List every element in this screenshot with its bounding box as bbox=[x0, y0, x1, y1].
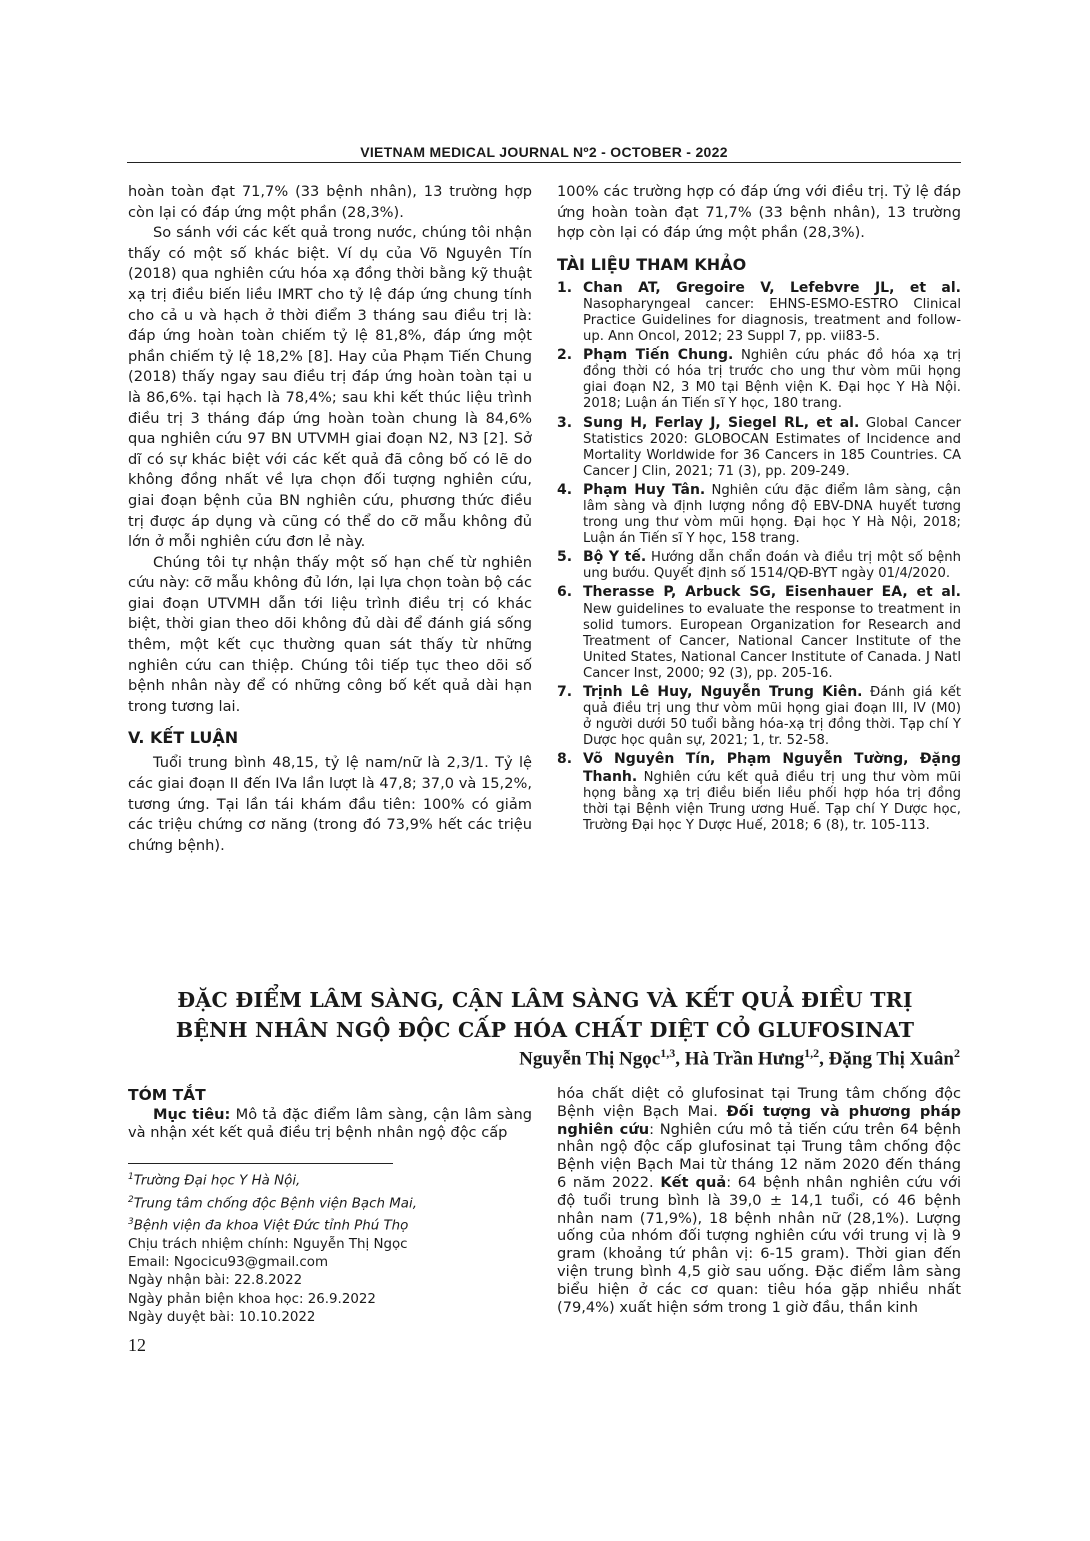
article-title bbox=[130, 985, 960, 1045]
abstract-label: Đối tượng và phương pháp nghiên cứu bbox=[557, 1102, 961, 1138]
reference-item bbox=[557, 684, 961, 749]
reference-authors: Trịnh Lê Huy, Nguyễn Trung Kiên. bbox=[583, 684, 863, 701]
paragraph: Tuổi trung bình 48,15, tỷ lệ nam/nữ là 2,3/1. Tỷ lệ các giai đoạn II đến IVa lần lượt là 47,8; 37,0 và 15,2%, tương ứng. Tại lần tái khám đầu tiên: 100% có giảm các triệu chứng cơ năng (trong đó 73,9% hết các triệu chứng bệnh). bbox=[128, 754, 532, 854]
reference-item bbox=[557, 415, 961, 480]
abstract-text: hóa chất diệt cỏ glufosinat tại Trung tâm chống độc Bệnh viện Bạch Mai. bbox=[557, 1085, 961, 1120]
reference-text: New guidelines to evaluate the response to treatment in solid tumors. European Organization for Research and Treatment of Cancer, National Cancer Institute of the United States, National Cancer Institute of Canada. J Natl Cancer Inst, 2000; 92 (3), pp. 205-16. bbox=[583, 601, 961, 681]
reference-item bbox=[557, 280, 961, 345]
abstract-text: Mô tả đặc điểm lâm sàng, cận lâm sàng và nhận xét kết quả điều trị bệnh nhân ngộ độc cấp bbox=[128, 1106, 532, 1141]
footnotes bbox=[128, 1168, 532, 1327]
abstract-heading: TÓM TẮT bbox=[128, 1086, 206, 1104]
accepted-date: Ngày duyệt bài: 10.10.2022 bbox=[128, 1309, 316, 1325]
author-name: Nguyễn Thị Ngọc bbox=[519, 1048, 661, 1070]
left-column bbox=[128, 182, 532, 856]
reference-text: Global Cancer Statistics 2020: GLOBOCAN Estimates of Incidence and Mortality Worldwide for 36 Cancers in 185 Countries. CA Cancer J Clin, 2021; 71 (3), pp. 209-249. bbox=[583, 415, 961, 479]
reviewed-date: Ngày phản biện khoa học: 26.9.2022 bbox=[128, 1291, 376, 1307]
paragraph: hoàn toàn đạt 71,7% (33 bệnh nhân), 13 trường hợp còn lại có đáp ứng một phần (28,3%). bbox=[128, 183, 532, 221]
header-rule bbox=[127, 162, 961, 163]
reference-text: Nghiên cứu phác đồ hóa xạ trị đồng thời có hóa trị trước cho ung thư vòm mũi họng giai đoạn N2, 3 M0 tại Bệnh viện K. Đại học Y Hà Nội. 2018; Luận án Tiến sĩ Y học, 180 trang. bbox=[583, 348, 961, 412]
email: Email: Ngocicu93@gmail.com bbox=[128, 1255, 329, 1271]
reference-authors: Phạm Huy Tân. bbox=[583, 481, 706, 498]
reference-text: Nghiên cứu đặc điểm lâm sàng, cận lâm sàng và định lượng nồng độ EBV-DNA huyết tương trong ung thư vòm mũi họng. Đại học Y Hà Nội, 2018; Luận án Tiến sĩ Y học, 158 trang. bbox=[583, 482, 961, 547]
reference-number: 7. bbox=[557, 684, 573, 701]
paragraph: So sánh với các kết quả trong nước, chúng tôi nhận thấy có một số khác biệt. Ví dụ của Võ Nguyên Tín (2018) qua nghiên cứu hóa xạ đồng thời bằng kỹ thuật xạ trị điều biến liều IMRT cho tỷ lệ đáp ứng chung tính cho cả u và hạch ở thời điểm 3 tháng sau điều trị là: đáp ứng hoàn toàn chiếm tỷ lệ 81,8%, đáp ứng một phần chiếm tỷ lệ 18,2% [8]. Hay của Phạm Tiến Chung (2018) thấy ngay sau điều trị đáp ứng hoàn toàn tại u là 86,6%. tại hạch là 78,4%; sau khi kết thúc liệu trình điều trị 3 tháng đáp ứng hoàn toàn chung là 84,6% qua nghiên cứu 97 BN UTVMH giai đoạn N2, N3 [2]. Sở dĩ có sự khác biệt với các kết quả đã công bố có lẽ do không đồng nhất về lựa chọn đối tượng nghiên cứu, giai đoạn bệnh của BN nghiên cứu, phương thức điều trị được áp dụng và cũng có thể do cỡ mẫu không đủ lớn ở mỗi nghiên cứu đơn lẻ này. bbox=[128, 224, 532, 551]
reference-text: Đánh giá kết quả điều trị ung thư vòm mũi họng giai đoạn III, IV (M0) ở người dưới 50 tuổi bằng hóa-xạ trị đồng thời. Tạp chí Y Dược học quân sự, 2021; 1, tr. 52-58. bbox=[583, 685, 961, 749]
running-header: VIETNAM MEDICAL JOURNAL Nº2 - OCTOBER - 2022 bbox=[360, 144, 728, 160]
reference-number: 5. bbox=[557, 549, 573, 566]
reference-authors: Therasse P, Arbuck SG, Eisenhauer EA, et al. bbox=[583, 584, 961, 601]
page-number: 12 bbox=[128, 1335, 146, 1355]
reference-number: 2. bbox=[557, 347, 573, 364]
article-title-line: ĐẶC ĐIỂM LÂM SÀNG, CẬN LÂM SÀNG VÀ KẾT QUẢ ĐIỀU TRỊ bbox=[177, 988, 913, 1012]
reference-number: 4. bbox=[557, 481, 573, 498]
author-list: Nguyễn Thị Ngọc$^{1,3}$, Hà Trần Hưng$^{1,2}$, Đặng Thị Xuân$^2$ bbox=[519, 1046, 960, 1070]
reference-list bbox=[557, 280, 961, 834]
reference-text: Nasopharyngeal cancer: EHNS-ESMO-ESTRO Clinical Practice Guidelines for diagnosis, treatment and follow-up. Ann Oncol, 2012; 23 Suppl 7, pp. vii83-5. bbox=[583, 296, 961, 345]
right-column bbox=[557, 182, 961, 836]
abstract-label: Kết quả bbox=[660, 1173, 727, 1191]
author-affiliation: 1,3 bbox=[660, 1046, 676, 1060]
reference-authors: Bộ Y tế. bbox=[583, 549, 647, 566]
reference-authors: Sung H, Ferlay J, Siegel RL, et al. bbox=[583, 414, 860, 431]
reference-item bbox=[557, 584, 961, 682]
reference-number: 1. bbox=[557, 279, 573, 296]
affiliation: $^1$Trường Đại học Y Hà Nội, bbox=[128, 1172, 301, 1189]
affiliation: $^3$Bệnh viện đa khoa Việt Đức tỉnh Phú Thọ bbox=[128, 1217, 409, 1234]
author-affiliation: 2 bbox=[954, 1046, 960, 1060]
reference-number: 3. bbox=[557, 414, 573, 431]
reference-item bbox=[557, 482, 961, 547]
section-heading-conclusion: V. KẾT LUẬN bbox=[128, 728, 239, 748]
reference-text: Nghiên cứu kết quả điều trị ung thư vòm mũi họng bằng xạ trị điều biến liều phối hợp hóa trị đồng thời tại Bệnh viện Trung ương Huế. Tạp chí Y Dược học, Trường Đại học Y Dược Huế, 2018; 6 (8), tr. 105-113. bbox=[583, 769, 961, 833]
author-name: Đặng Thị Xuân bbox=[828, 1048, 954, 1070]
paragraph: Chúng tôi tự nhận thấy một số hạn chế từ nghiên cứu này: cỡ mẫu không đủ lớn, lại lựa chọn toàn bộ các giai đoạn UTVMH dẫn tới liệu trình điều trị có khác biệt, thời gian theo dõi không đủ dài để đánh giá sống thêm, một kết cục thường quan sát thấy từ những nghiên cứu can thiệp. Chúng tôi tiếp tục theo dõi số bệnh nhân này để có những công bố kết quả dài hạn trong tương lai. bbox=[128, 553, 532, 715]
abstract-text: : 64 bệnh nhân nghiên cứu với độ tuổi trung bình là 39,0 ± 14,1 tuổi, có 46 bệnh nhân nam (71,9%), 18 bệnh nhân nữ (28,1%). Lượng uống của nhóm đối tượng nghiên cứu với trung vị là 9 gram (khoảng tứ phân vị: 6-15 gram). Thời gian đến viện trung bình 4,5 giờ sau uống. Đặc điểm lâm sàng biểu hiện ở các cơ quan: tiêu hóa gặp nhiều nhất (79,4%) xuất hiện sớm trong 1 giờ đầu, thần kinh bbox=[557, 1173, 961, 1316]
section-heading-references: TÀI LIỆU THAM KHẢO bbox=[557, 254, 747, 274]
abstract-label: Mục tiêu: bbox=[153, 1106, 231, 1123]
affiliation: $^2$Trung tâm chống độc Bệnh viện Bạch Mai, bbox=[128, 1194, 417, 1212]
reference-text: Hướng dẫn chẩn đoán và điều trị một số bệnh ung bướu. Quyết định số 1514/QĐ-BYT ngày 01/4/2020. bbox=[583, 550, 961, 582]
footnote-rule bbox=[128, 1163, 393, 1164]
reference-authors: Chan AT, Gregoire V, Lefebvre JL, et al. bbox=[583, 279, 961, 296]
reference-number: 6. bbox=[557, 584, 573, 601]
author-name: Hà Trần Hưng bbox=[684, 1048, 805, 1070]
paragraph: 100% các trường hợp có đáp ứng với điều trị. Tỷ lệ đáp ứng hoàn toàn đạt 71,7% (33 bệnh nhân), 13 trường hợp còn lại có đáp ứng một phần (28,3%). bbox=[557, 183, 961, 242]
author-affiliation: 1,2 bbox=[804, 1046, 820, 1060]
reference-item bbox=[557, 751, 961, 833]
abstract-text: : Nghiên cứu mô tả tiến cứu trên 64 bệnh nhân ngộ độc cấp glufosinat tại Trung tâm chống độc Bệnh viện Bạch Mai từ tháng 12 năm 2020 đến tháng 6 năm 2022. bbox=[557, 1120, 961, 1191]
abstract-continued bbox=[557, 1085, 961, 1316]
reference-item bbox=[557, 549, 961, 582]
received-date: Ngày nhận bài: 22.8.2022 bbox=[128, 1273, 303, 1289]
abstract-objective bbox=[128, 1106, 532, 1142]
reference-authors: Võ Nguyên Tín, Phạm Nguyễn Tường, Đặng Thanh. bbox=[583, 751, 961, 785]
reference-number: 8. bbox=[557, 751, 573, 768]
article-title-line: BỆNH NHÂN NGỘ ĐỘC CẤP HÓA CHẤT DIỆT CỎ GLUFOSINAT bbox=[175, 1018, 915, 1042]
reference-item bbox=[557, 347, 961, 412]
reference-authors: Phạm Tiến Chung. bbox=[583, 347, 734, 364]
corresponding-author: Chịu trách nhiệm chính: Nguyễn Thị Ngọc bbox=[128, 1237, 408, 1253]
